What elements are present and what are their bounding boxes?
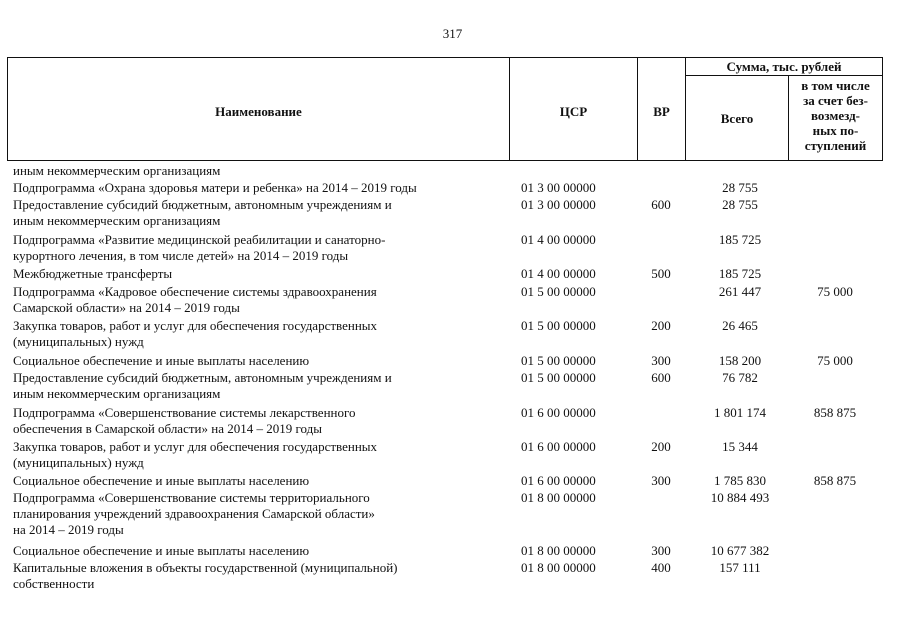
border-vr-sum [685,57,686,161]
header-free-line: за счет без- [803,93,868,108]
row-total: 157 111 [719,560,761,575]
header-bottom-border [7,160,883,161]
border-total-free [788,75,789,161]
row-total: 10 677 382 [710,543,770,558]
row-total: 158 200 [718,353,762,368]
row-csr: 01 4 00 00000 [521,232,596,247]
header-total: Всего [720,111,754,126]
header-name: Наименование [215,104,302,119]
row-csr: 01 6 00 00000 [521,473,596,488]
row-csr: 01 5 00 00000 [521,284,596,299]
header-sum: Сумма, тыс. рублей [726,59,842,74]
row-name: Капитальные вложения в объекты государственной (муниципальной) собственности [13,560,398,591]
border-right [882,57,883,161]
row-total: 1 785 830 [714,473,766,488]
row-csr: 01 4 00 00000 [521,266,596,281]
row-free-funds: 858 875 [813,405,857,420]
row-free-funds: 75 000 [817,284,853,299]
row-csr: 01 8 00 00000 [521,543,596,558]
row-csr: 01 3 00 00000 [521,197,596,212]
row-name: Закупка товаров, работ и услуг для обеспечения государственных (муниципальных) нужд [13,439,378,470]
row-name: Подпрограмма «Развитие медицинской реабилитации и санаторно- курортного лечения, в том числе детей» на 2014 – 2019 годы [13,232,386,263]
row-name: Социальное обеспечение и иные выплаты населению [13,543,310,558]
row-total: 15 344 [722,439,758,454]
row-csr: 01 5 00 00000 [521,318,596,333]
row-total: 1 801 174 [714,405,766,420]
page-number: 317 [442,26,463,41]
header-top-border [7,57,883,58]
row-name: иным некоммерческим организациям [13,163,221,178]
row-free-funds: 75 000 [817,353,853,368]
row-csr: 01 8 00 00000 [521,560,596,575]
row-vr: 200 [651,318,671,333]
row-total: 261 447 [718,284,762,299]
sum-subheader-border [685,75,883,76]
row-name: Подпрограмма «Совершенствование системы территориального планирования учреждений здравоохранения Самарской области» на 2014 – 2019 годы [13,490,375,537]
row-vr: 200 [651,439,671,454]
row-vr: 600 [651,197,671,212]
header-free-line: ступлений [804,138,867,153]
row-total: 28 755 [722,180,758,195]
row-total: 10 884 493 [710,490,770,505]
border-left [7,57,8,161]
row-vr: 400 [651,560,671,575]
border-csr-vr [637,57,638,161]
header-free-line: ных по- [812,123,859,138]
header-vr: ВР [653,104,670,119]
row-total: 26 465 [722,318,758,333]
row-vr: 600 [651,370,671,385]
row-total: 76 782 [722,370,758,385]
row-csr: 01 6 00 00000 [521,405,596,420]
row-name: Закупка товаров, работ и услуг для обеспечения государственных (муниципальных) нужд [13,318,378,349]
header-free-funds [789,78,882,153]
row-vr: 500 [651,266,671,281]
row-free-funds: 858 875 [813,473,857,488]
row-name: Подпрограмма «Совершенствование системы лекарственного обеспечения в Самарской области» на 2014 – 2019 годы [13,405,356,436]
header-free-line: в том числе [801,78,870,93]
row-csr: 01 8 00 00000 [521,490,596,505]
header-free-line: возмезд- [811,108,860,123]
row-csr: 01 5 00 00000 [521,353,596,368]
row-name: Социальное обеспечение и иные выплаты населению [13,473,310,488]
header-csr: ЦСР [559,104,588,119]
row-name: Социальное обеспечение и иные выплаты населению [13,353,310,368]
row-csr: 01 6 00 00000 [521,439,596,454]
row-vr: 300 [651,543,671,558]
row-total: 28 755 [722,197,758,212]
row-vr: 300 [651,473,671,488]
row-vr: 300 [651,353,671,368]
row-name: Межбюджетные трансферты [13,266,173,281]
row-name: Подпрограмма «Охрана здоровья матери и ребенка» на 2014 – 2019 годы [13,180,417,195]
row-name: Предоставление субсидий бюджетным, автономным учреждениям и иным некоммерческим организациям [13,370,392,401]
row-name: Подпрограмма «Кадровое обеспечение системы здравоохранения Самарской области» на 2014 – 2019 годы [13,284,377,315]
row-csr: 01 3 00 00000 [521,180,596,195]
row-csr: 01 5 00 00000 [521,370,596,385]
row-name: Предоставление субсидий бюджетным, автономным учреждениям и иным некоммерческим организациям [13,197,392,228]
row-total: 185 725 [718,266,762,281]
row-total: 185 725 [718,232,762,247]
border-name-csr [509,57,510,161]
